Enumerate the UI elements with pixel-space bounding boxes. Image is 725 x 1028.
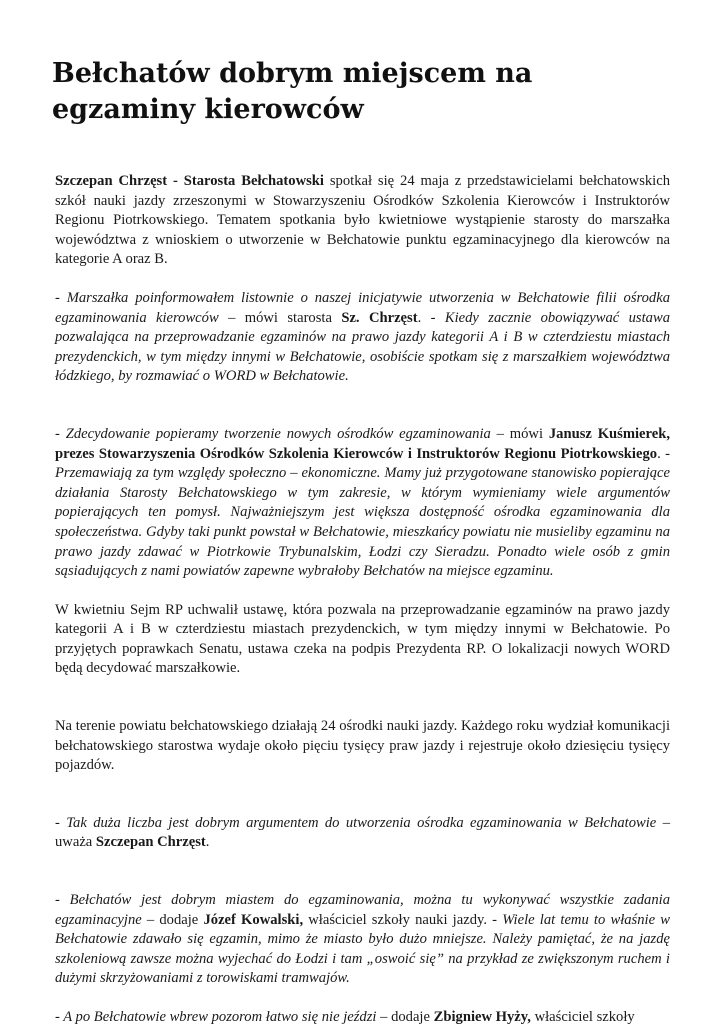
text-run: - Tak duża liczba jest dobrym argumentem do utworzenia ośrodka egzaminowania w Bełchatowie [55,814,657,831]
text-run: - Zdecydowanie popieramy tworzenie nowych ośrodków egzaminowania [55,425,491,442]
text-run: . [205,834,210,851]
article-title: Bełchatów dobrym miejscem na egzaminy kierowców [52,58,533,125]
text-run: – mówi [490,425,549,442]
text-run: . [657,445,666,462]
paragraph-kowalski-quote [55,891,670,989]
text-run: - A po Bełchatowie wbrew pozorom łatwo się nie jeździ [55,1009,377,1025]
text-run: właściciel szkoły nauki jazdy. [303,911,493,928]
paragraph-starosta-quote [55,289,670,387]
text-run: - Przemawiają za tym względy społeczno – ekonomiczne. Mamy już przygotowane stanowisko popierające działania Starosty Bełchatowskiego w tym zakresie, w którym wymieniamy wiele argumentów popierających ten pomysł. Najważniejszym jest większa dostępność ośrodka egzaminowania dla społeczeństwa. Gdyby taki punkt powstał w Bełchatowie, mieszkańcy powiatu nie musieliby egzaminu na prawo jazdy zdawać w Piotrkowie Trybunalskim, Łodzi czy Sieradzu. Ponadto wiele osób z gmin sąsiadujących z nami powiatów zapewne wybrałoby Bełchatów na miejsce egzaminu. [55,445,671,580]
text-run: właściciel szkoły [530,1009,635,1025]
text-run: – uważa [55,814,670,851]
text-run: W kwietniu Sejm RP uchwalił ustawę, która pozwala na przeprowadzanie egzaminów na prawo jazdy kategorii A i B w czterdziestu miastach prezydenckich, w tym między innymi w Bełchatowie. Po przyjętych poprawkach Senatu, ustawa czeka na podpis Prezydenta RP. O lokalizacji nowych WORD będą decydować marszałkowie. [55,601,670,677]
text-run: Janusz Kuśmierek, prezes Stowarzyszenia Ośrodków Szkolenia Kierowców i Instruktorów Regionu Piotrkowskiego [55,425,670,462]
paragraph-statistics [55,717,670,776]
text-run: - Marszałka poinformowałem listownie o naszej inicjatywie utworzenia w Bełchatowie filii ośrodka egzaminowania kierowców [55,289,670,326]
article-body [55,172,670,1028]
text-run: - Kiedy zacznie obowiązywać ustawa pozwalająca na przeprowadzanie egzaminów na prawo jazdy kategorii A i B w czterdziestu miastach prezydenckich, w tym między innymi w Bełchatowie, osobiście spotkam się z marszałkiem województwa łódzkiego, by rozmawiać o WORD w Bełchatowie. [55,309,670,385]
paragraph-sejm-law [55,601,670,679]
text-run: – dodaje [141,911,204,928]
text-run: – dodaje [376,1009,434,1025]
text-run: Szczepan Chrzęst - Starosta Bełchatowski [55,173,324,189]
text-run: Sz. Chrzęst [341,309,418,326]
text-run: - Bełchatów jest dobrym miastem do egzaminowania, można tu wykonywać wszystkie zadania egzaminacyjne [55,892,670,928]
text-run: Józef Kowalski, [203,911,304,928]
text-run: Szczepan Chrzęst [95,834,206,851]
text-run: Zbigniew Hyży, [433,1009,531,1025]
text-run: - Wiele lat temu to właśnie w Bełchatowie zdawało się egzamin, mimo że miasto było dużo mniejsze. Należy pamiętać, że na jazdę szkoleniową zawsze można wyjechać do Łodzi i tam „oswoić się” na przykład ze zwiększonym ruchem i dużymi skrzyżowaniami z torowiskami tramwajów. [55,911,670,987]
paragraph-intro [55,172,670,270]
text-run: – mówi starosta [218,309,342,326]
text-run: Na terenie powiatu bełchatowskiego działają 24 ośrodki nauki jazdy. Każdego roku wydział komunikacji bełchatowskiego starostwa wydaje około pięciu tysięcy praw jazdy i rejestruje około dziesięciu tysięcy pojazdów. [55,718,670,774]
text-run: spotkał się 24 maja z przedstawicielami bełchatowskich szkół nauki jazdy zrzeszonymi w Stowarzyszeniu Ośrodków Szkolenia Kierowców i Instruktorów Regionu Piotrkowskiego. Tematem spotkania było kwietniowe wystąpienie starosty do marszałka województwa z wnioskiem o utworzenie w Bełchatowie punktu egzaminacyjnego dla kierowców na kategorie A oraz B. [55,173,670,268]
paragraph-kusmierek-quote [55,425,670,582]
text-run: . [417,309,431,326]
paragraph-hyzy-quote [55,1008,670,1028]
paragraph-chrzest-opinion [55,814,670,853]
